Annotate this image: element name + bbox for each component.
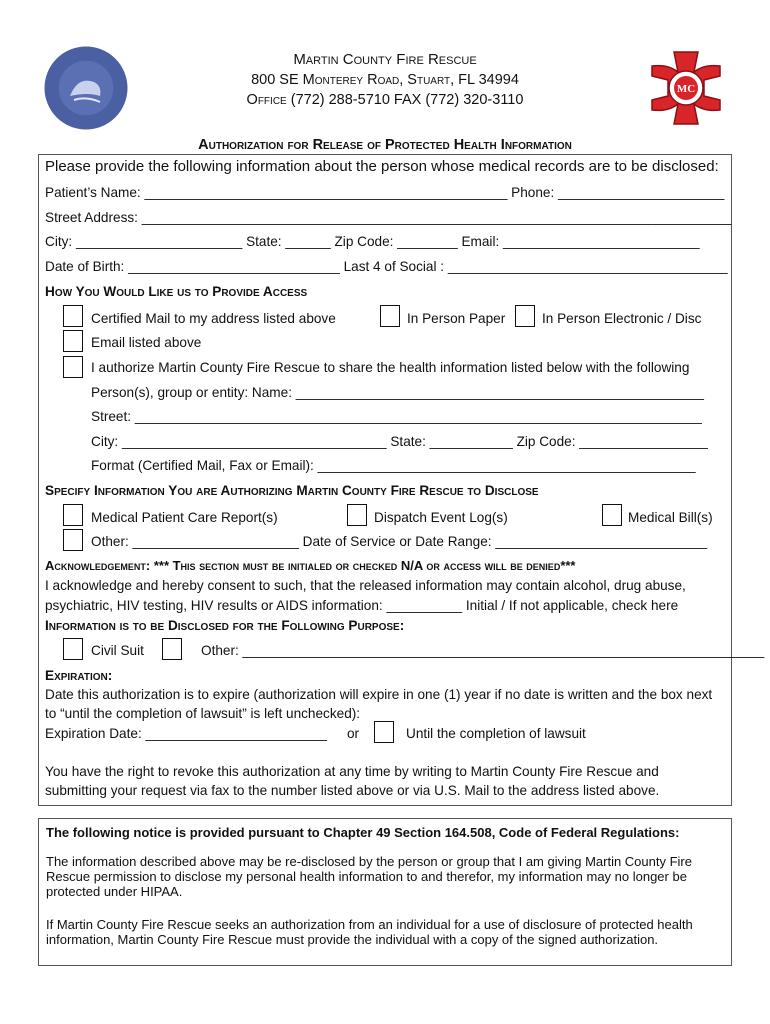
in-person-electronic-label: In Person Electronic / Disc	[542, 311, 702, 326]
patient-name-field[interactable]: Patient’s Name: ________________________________________________ Phone: ______________________	[45, 185, 725, 200]
svg-text:MC: MC	[676, 83, 696, 95]
other-purpose-field[interactable]: Other: _____________________________________________________________________	[201, 643, 765, 658]
expiration-line-2: to “until the completion of lawsuit” is left unchecked):	[45, 706, 361, 721]
other-info-checkbox[interactable]	[63, 529, 83, 551]
expiration-date-field[interactable]: Expiration Date: ________________________	[45, 726, 327, 741]
in-person-electronic-checkbox[interactable]	[515, 305, 535, 327]
ack-line-1: I acknowledge and hereby consent to such, that the released information may contain alcohol, drug abuse,	[45, 578, 686, 593]
revoke-line-1: You have the right to revoke this authorization at any time by writing to Martin County Fire Rescue and	[45, 764, 659, 779]
org-address: 800 SE Monterey Road, Stuart, FL 34994	[251, 72, 519, 88]
access-heading: How You Would Like us to Provide Access	[45, 284, 308, 299]
expiration-or-label: or	[347, 726, 360, 741]
street-address-field[interactable]: Street Address: ______________________________________________________________________________	[45, 210, 732, 225]
intro-text: Please provide the following information about the person whose medical records are to be disclosed:	[45, 158, 719, 175]
county-seal-icon	[44, 46, 128, 130]
recipient-name-field[interactable]: Person(s), group or entity: Name: ______________________________________________________	[91, 385, 704, 400]
medical-bills-label: Medical Bill(s)	[628, 510, 713, 525]
specify-heading: Specify Information You are Authorizing Martin County Fire Rescue to Disclose	[45, 483, 539, 498]
org-phone-fax: Office (772) 288-5710 FAX (772) 320-3110	[246, 92, 524, 108]
maltese-cross-icon	[648, 50, 724, 126]
dob-ssn-field[interactable]: Date of Birth: ____________________________ Last 4 of Social : _____________________________________	[45, 259, 728, 274]
certified-mail-label: Certified Mail to my address listed above	[91, 311, 336, 326]
purpose-heading: Information is to be Disclosed for the Following Purpose:	[45, 618, 405, 633]
org-name: Martin County Fire Rescue	[293, 51, 477, 68]
county-seal-logo	[44, 46, 128, 130]
form-title: Authorization for Release of Protected Health Information	[198, 137, 572, 153]
pcr-checkbox[interactable]	[63, 504, 83, 526]
notice-heading: The following notice is provided pursuant to Chapter 49 Section 164.508, Code of Federal Regulations:	[46, 825, 680, 840]
revoke-line-2: submitting your request via fax to the number listed above or via U.S. Mail to the address listed above.	[45, 783, 660, 798]
medical-bills-checkbox[interactable]	[602, 504, 622, 526]
email-checkbox[interactable]	[63, 330, 83, 352]
expiration-heading: Expiration:	[45, 668, 113, 683]
notice-paragraph-1: The information described above may be re-disclosed by the person or group that I am giving Martin County Fire Rescue permission to disclose my personal health information to and therefor, my information may no longer be protected under HIPAA.	[46, 854, 692, 899]
city-state-zip-email-field[interactable]: City: ______________________ State: ______ Zip Code: ________ Email: __________________________	[45, 234, 700, 249]
notice-paragraph-2: If Martin County Fire Rescue seeks an authorization from an individual for a use of disclosure of protected health information, Martin County Fire Rescue must provide the individual with a copy of the signed authorization.	[46, 917, 693, 947]
authorize-share-checkbox[interactable]	[63, 356, 83, 378]
other-purpose-checkbox[interactable]	[162, 638, 182, 660]
ack-heading: Acknowledgement: *** This section must be initialed or checked N/A or access will be denied***	[45, 558, 576, 573]
other-date-range-field[interactable]: Other: ______________________ Date of Service or Date Range: ____________________________	[91, 534, 708, 549]
recipient-street-field[interactable]: Street: ___________________________________________________________________________	[91, 409, 702, 424]
email-label: Email listed above	[91, 335, 202, 350]
dispatch-log-label: Dispatch Event Log(s)	[374, 510, 508, 525]
ack-line-2[interactable]: psychiatric, HIV testing, HIV results or AIDS information: __________ Initial / If not applicable, check here	[45, 598, 679, 613]
recipient-format-field[interactable]: Format (Certified Mail, Fax or Email): __________________________________________________	[91, 458, 696, 473]
civil-suit-checkbox[interactable]	[63, 638, 83, 660]
until-lawsuit-label: Until the completion of lawsuit	[406, 726, 586, 741]
civil-suit-label: Civil Suit	[91, 643, 144, 658]
pcr-label: Medical Patient Care Report(s)	[91, 510, 278, 525]
until-lawsuit-checkbox[interactable]	[374, 721, 394, 743]
expiration-line-1: Date this authorization is to expire (authorization will expire in one (1) year if no date is written and the box next	[45, 687, 713, 702]
recipient-city-field[interactable]: City: ___________________________________ State: ___________ Zip Code: _________________	[91, 434, 708, 449]
in-person-paper-checkbox[interactable]	[380, 305, 400, 327]
certified-mail-checkbox[interactable]	[63, 305, 83, 327]
authorize-share-label: I authorize Martin County Fire Rescue to share the health information listed below with the following	[91, 360, 690, 375]
in-person-paper-label: In Person Paper	[407, 311, 506, 326]
dispatch-log-checkbox[interactable]	[347, 504, 367, 526]
fire-rescue-badge	[648, 50, 724, 126]
